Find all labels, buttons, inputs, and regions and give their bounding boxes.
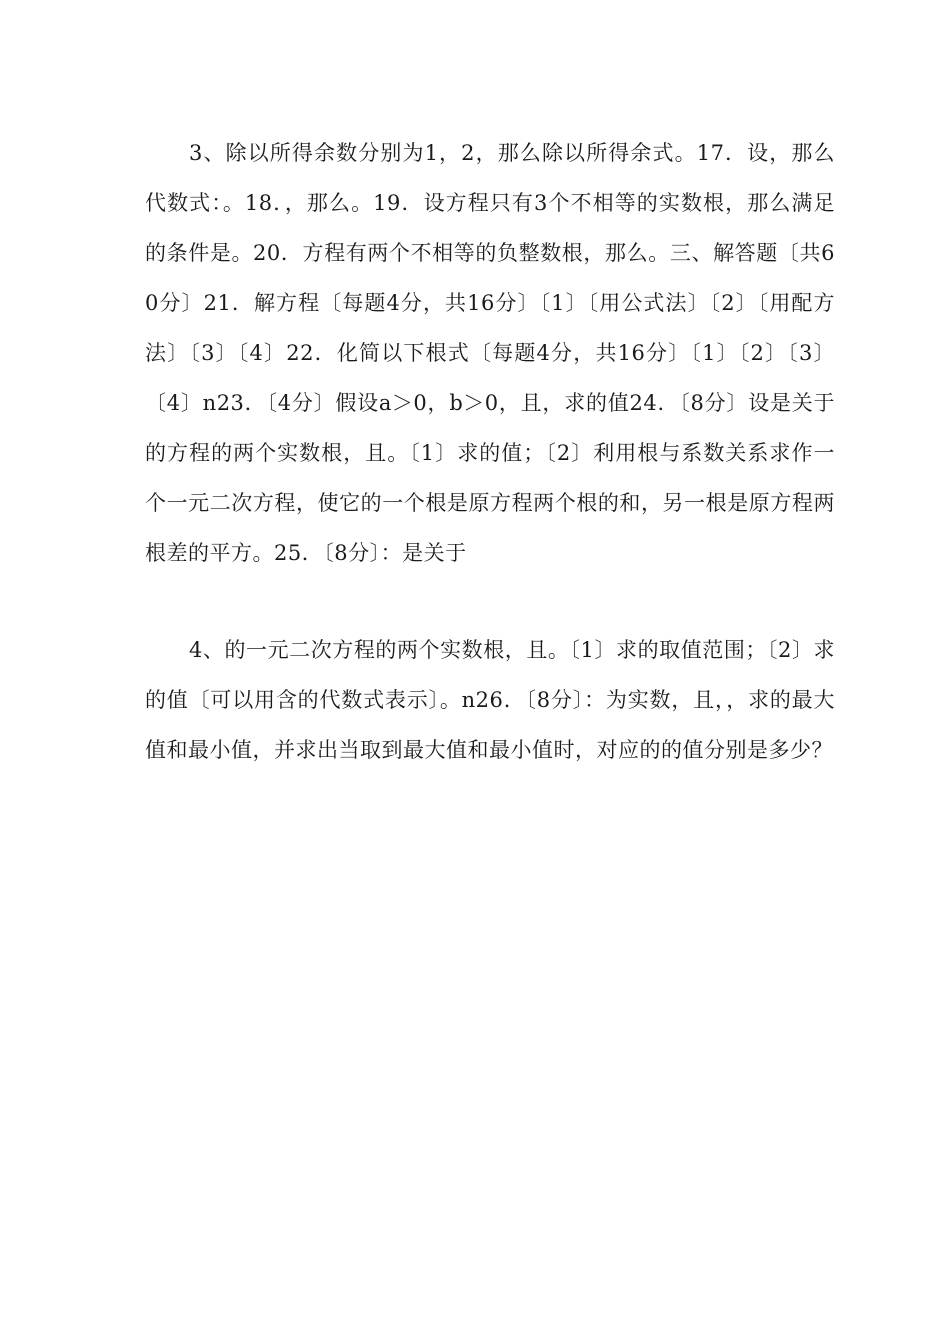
paragraph: 3、除以所得余数分别为1，2，那么除以所得余式。17．设，那么代数式：。18．，那么。19．设方程只有3个不相等的实数根，那么满足的条件是。20．方程有两个不相等的负整数根，那么。三、解答题〔共60分〕21．解方程〔每题4分，共16分〕〔1〕〔用公式法〕〔2〕〔用配方法〕〔3〕〔4〕22．化简以下根式〔每题4分，共16分〕〔1〕〔2〕〔3〕〔4〕n23．〔4分〕假设a＞0，b＞0，且，求的值24．〔8分〕设是关于的方程的两个实数根，且。〔1〕求的值；〔2〕利用根与系数关系求作一个一元二次方程，使它的一个根是原方程两个根的和，另一根是原方程两根差的平方。25．〔8分〕：是关于 [145,141,835,565]
paragraph: 4、的一元二次方程的两个实数根，且。〔1〕求的取值范围；〔2〕求的值〔可以用含的代数式表示〕。n26．〔8分〕：为实数，且，，求的最大值和最小值，并求出当取到最大值和最小值时，对应的的值分别是多少？ [145,638,835,762]
text-block-2 [145,625,835,775]
text-block-1 [145,128,835,578]
